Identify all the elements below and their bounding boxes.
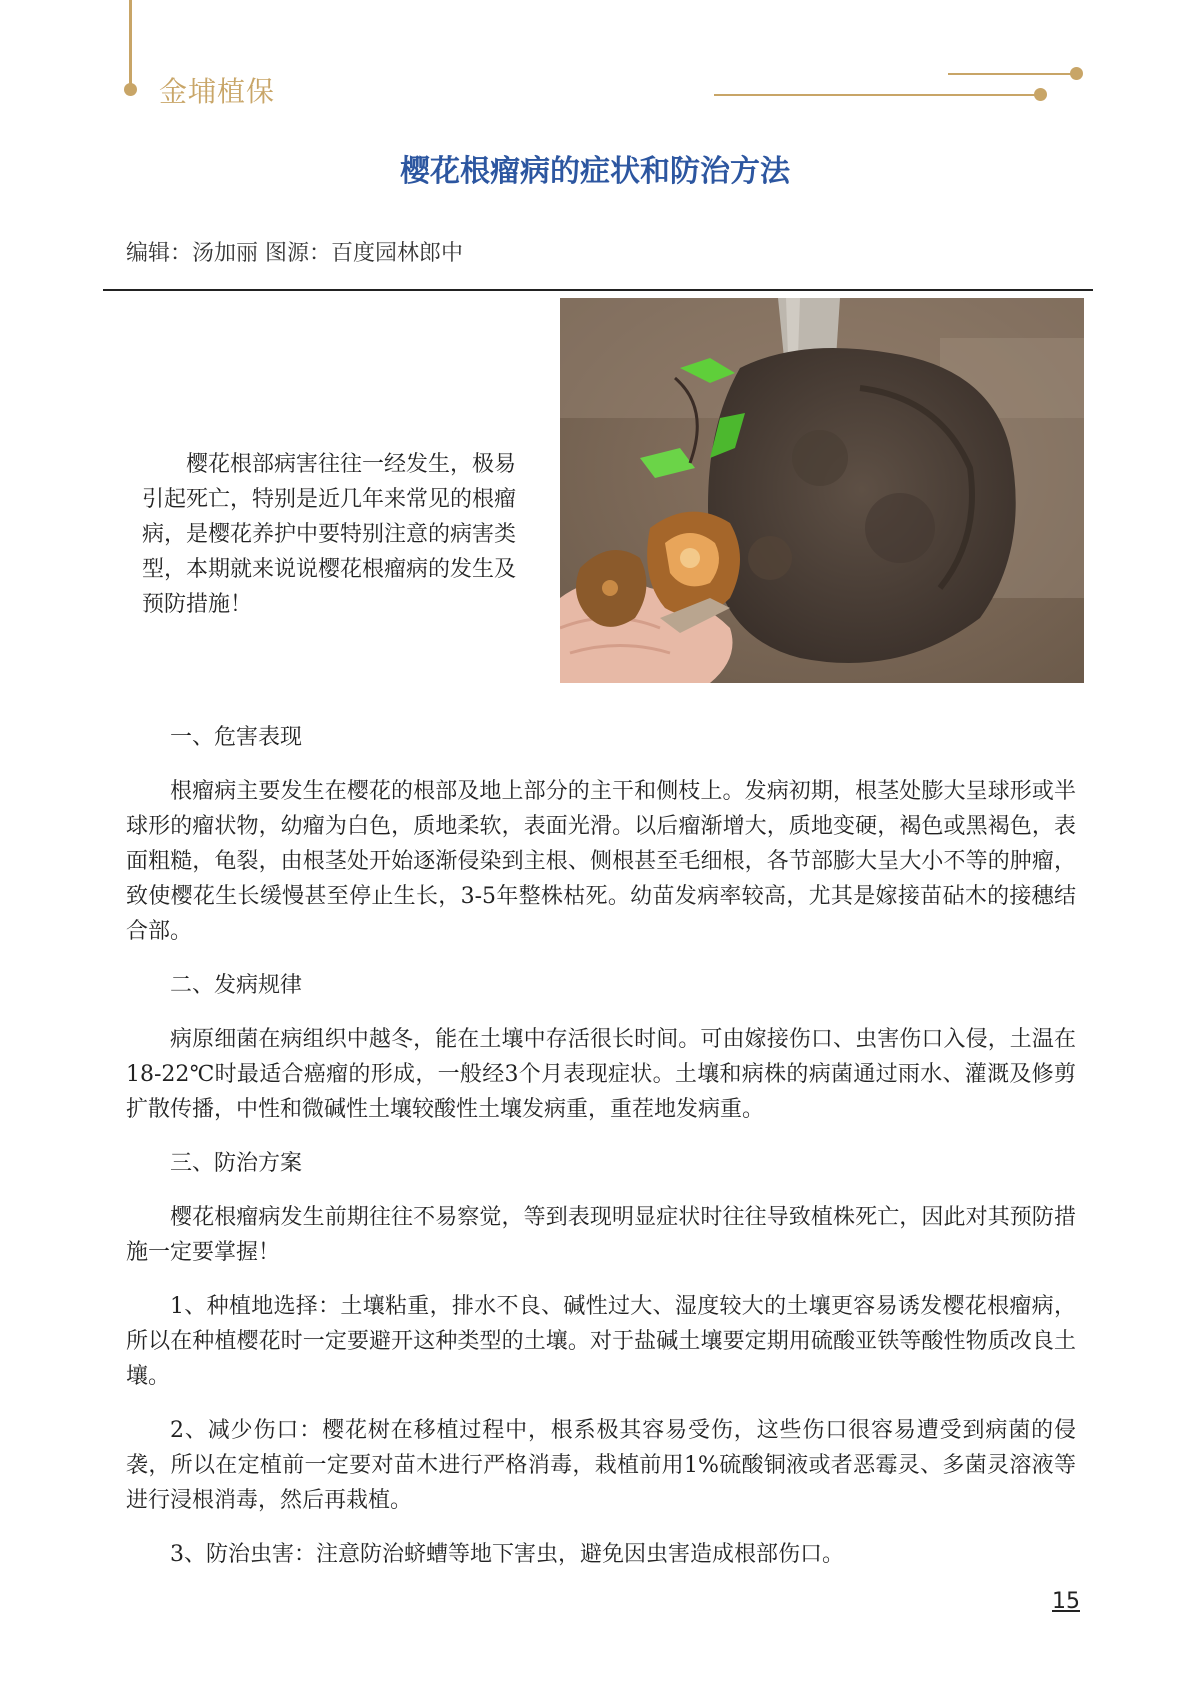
header-vertical-line xyxy=(129,0,132,88)
page-number: 15 xyxy=(1052,1589,1080,1614)
section-heading-pattern: 二、发病规律 xyxy=(170,973,303,998)
article-body xyxy=(126,720,1076,1591)
article-title: 樱花根瘤病的症状和防治方法 xyxy=(400,154,790,189)
paragraph-pest-control: 3、防治虫害：注意防治蛴螬等地下害虫，避免因虫害造成根部伤口。 xyxy=(170,1542,844,1567)
root-gall-photo xyxy=(560,298,1084,683)
section-heading-control: 三、防治方案 xyxy=(170,1151,303,1176)
paragraph-symptoms: 根瘤病主要发生在樱花的根部及地上部分的主干和侧枝上。发病初期，根茎处膨大呈球形或半球形的瘤状物，幼瘤为白色，质地柔软，表面光滑。以后瘤渐增大，质地变硬，褐色或黑褐色，表面粗糙，龟裂，由根茎处开始逐渐侵染到主根、侧根甚至毛细根，各节部膨大呈大小不等的肿瘤，致使樱花生长缓慢甚至停止生长，3-5年整株枯死。幼苗发病率较高，尤其是嫁接苗砧木的接穗结合部。 xyxy=(126,779,1076,944)
brand-name: 金埔植保 xyxy=(159,75,276,108)
paragraph-pattern: 病原细菌在病组织中越冬，能在土壤中存活很长时间。可由嫁接伤口、虫害伤口入侵，土温在18-22℃时最适合癌瘤的形成，一般经3个月表现症状。土壤和病株的病菌通过雨水、灌溉及修剪扩散传播，中性和微碱性土壤较酸性土壤发病重，重茬地发病重。 xyxy=(126,1027,1076,1122)
section-heading-symptoms: 一、危害表现 xyxy=(170,725,303,750)
paragraph-reduce-wounds: 2、减少伤口：樱花树在移植过程中，根系极其容易受伤，这些伤口很容易遭受到病菌的侵袭，所以在定植前一定要对苗木进行严格消毒，栽植前用1%硫酸铜液或者恶霉灵、多菌灵溶液等进行浸根消毒，然后再栽植。 xyxy=(126,1418,1076,1513)
header-line-upper xyxy=(948,73,1076,75)
paragraph-site-selection: 1、种植地选择：土壤粘重，排水不良、碱性过大、湿度较大的土壤更容易诱发樱花根瘤病，所以在种植樱花时一定要避开这种类型的土壤。对于盐碱土壤要定期用硫酸亚铁等酸性物质改良土壤。 xyxy=(126,1294,1076,1389)
header-dot-upper xyxy=(1070,67,1083,80)
article-byline: 编辑：汤加丽 图源：百度园林郎中 xyxy=(126,241,463,266)
paragraph-control-intro: 樱花根瘤病发生前期往往不易察觉，等到表现明显症状时往往导致植株死亡，因此对其预防措施一定要掌握！ xyxy=(126,1205,1076,1265)
header-divider xyxy=(103,289,1093,291)
header-left-dot xyxy=(124,83,137,96)
intro-paragraph: 樱花根部病害往往一经发生，极易引起死亡，特别是近几年来常见的根瘤病，是樱花养护中要特别注意的病害类型，本期就来说说樱花根瘤病的发生及预防措施！ xyxy=(142,452,517,617)
header-line-lower xyxy=(714,94,1040,96)
header-dot-lower xyxy=(1034,88,1047,101)
